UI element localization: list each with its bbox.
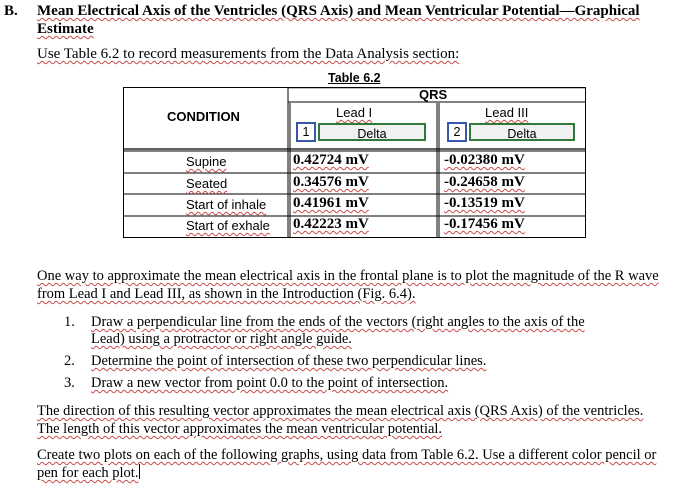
row-seated-lead-i: 0.34576 mV	[293, 174, 369, 190]
paragraph-create-plots: Create two plots on each of the following graphs, using data from Table 6.2. Use a different color pencil or	[37, 447, 657, 463]
lead-iii-channel-box[interactable]: 2	[447, 122, 467, 142]
step-text: Draw a perpendicular line from the ends of the vectors (right angles to the axis of the	[91, 314, 585, 330]
text-cursor	[139, 464, 140, 479]
condition-header: CONDITION	[167, 109, 240, 124]
paragraph-axis-method-continued: from Lead I and Lead III, as shown in the Introduction (Fig. 6.4).	[37, 286, 416, 302]
step-text: Draw a new vector from point 0.0 to the point of intersection.	[91, 375, 449, 391]
paragraph-create-plots-continued-text: pen for each plot.	[37, 465, 139, 481]
paragraph-vector-length: The length of this vector approximates the mean ventricular potential.	[37, 421, 443, 437]
step-number: 2.	[64, 353, 75, 369]
qrs-header: QRS	[419, 87, 448, 102]
row-supine-lead-iii: -0.02380 mV	[444, 152, 525, 168]
row-exhale-lead-i: 0.42223 mV	[293, 216, 369, 232]
paragraph-vector-direction: The direction of this resulting vector approximates the mean electrical axis (QRS Axis) of the ventricles.	[37, 403, 644, 419]
lead-i-channel-box[interactable]: 1	[296, 122, 316, 142]
step-number: 3.	[64, 375, 75, 391]
row-seated-lead-iii: -0.24658 mV	[444, 174, 525, 190]
lead-iii-delta-button[interactable]: Delta	[469, 123, 575, 141]
lead-iii-header: Lead III	[485, 105, 529, 120]
row-inhale-lead-i: 0.41961 mV	[293, 195, 369, 211]
section-heading: Mean Electrical Axis of the Ventricles (QRS Axis) and Mean Ventricular Potential—Graphical	[37, 3, 640, 19]
row-inhale-lead-iii: -0.13519 mV	[444, 195, 525, 211]
row-condition-start-exhale: Start of exhale	[186, 218, 270, 233]
row-exhale-lead-iii: -0.17456 mV	[444, 216, 525, 232]
step-text-continued: Lead) using a protractor or right angle guide.	[91, 331, 352, 347]
table-caption: Table 6.2	[328, 71, 381, 85]
lead-i-header: Lead I	[336, 105, 373, 120]
row-condition-start-inhale: Start of inhale	[186, 197, 267, 212]
section-heading-continued: Estimate	[37, 21, 94, 37]
row-supine-lead-i: 0.42724 mV	[293, 152, 369, 168]
paragraph-create-plots-continued[interactable]	[37, 464, 140, 482]
step-text: Determine the point of intersection of these two perpendicular lines.	[91, 353, 487, 369]
section-letter: B.	[4, 3, 18, 19]
row-condition-seated: Seated	[186, 176, 228, 191]
paragraph-axis-method: One way to approximate the mean electrical axis in the frontal plane is to plot the magnitude of the R wave	[37, 268, 659, 284]
lead-i-delta-button[interactable]: Delta	[318, 123, 426, 141]
step-number: 1.	[64, 314, 75, 330]
row-condition-supine: Supine	[186, 154, 227, 169]
instruction-text: Use Table 6.2 to record measurements from the Data Analysis section:	[37, 46, 460, 62]
